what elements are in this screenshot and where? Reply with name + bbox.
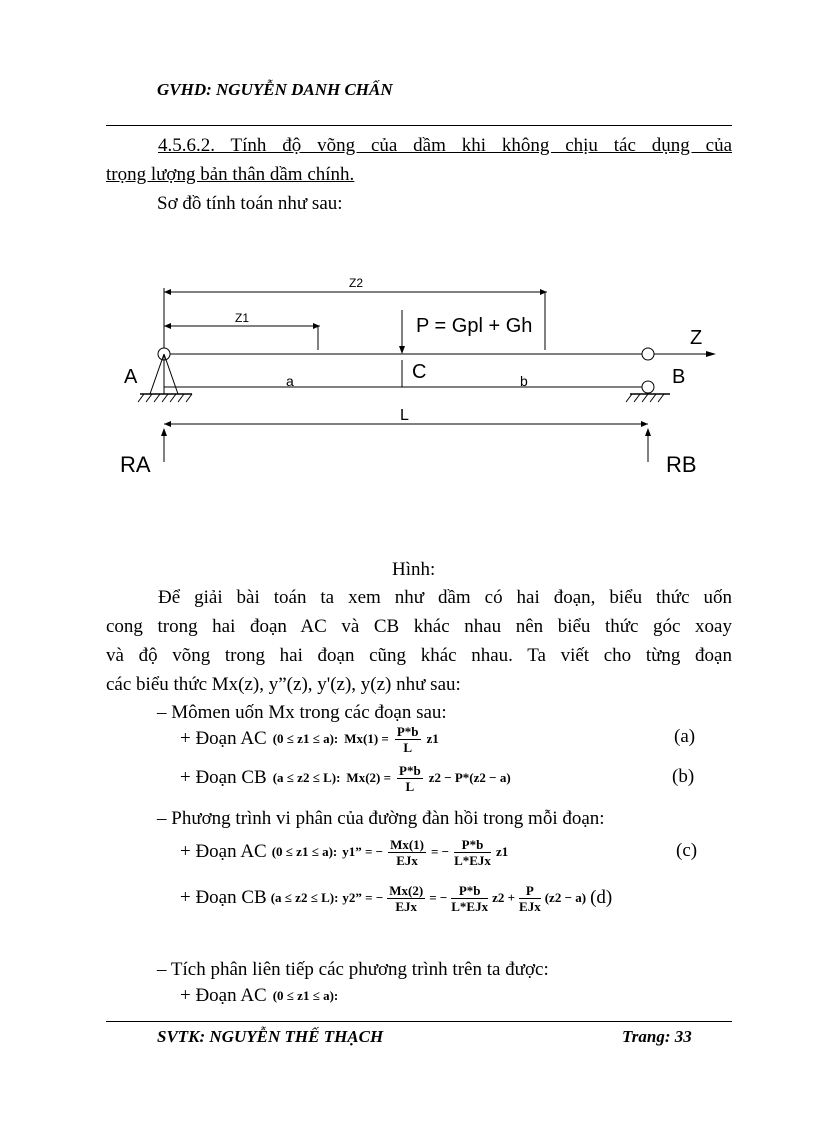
footer-author: SVTK: NGUYỄN THẾ THẠCH bbox=[157, 1027, 384, 1046]
differential-ac-lhs: y1” = − bbox=[342, 844, 384, 859]
section-heading-line1: 4.5.6.2. Tính độ võng của dầm khi không chịu tác dụng của bbox=[158, 135, 732, 156]
moment-ac-row bbox=[180, 724, 439, 754]
paragraph-line1: Để giải bài toán ta xem như dầm có hai đoạn, biểu thức uốn bbox=[158, 587, 732, 608]
differential-cb-range: (a ≤ z2 ≤ L): bbox=[270, 890, 339, 905]
load-label: P = Gpl + Gh bbox=[416, 315, 533, 337]
differential-cb-label: + Đoạn CB bbox=[180, 887, 267, 908]
differential-ac-fraction1: $\frac{Mx(1)}{\text{EJx}}$ bbox=[390, 836, 425, 868]
differential-title: – Phương trình vi phân của đường đàn hồi trong mỗi đoạn: bbox=[157, 808, 605, 829]
figure-caption: Hình: bbox=[392, 559, 436, 580]
moment-ac-lhs: Mx(1) = bbox=[344, 731, 389, 746]
moment-cb-label: + Đoạn CB bbox=[180, 767, 267, 788]
integration-title: – Tích phân liên tiếp các phương trình trên ta được: bbox=[157, 959, 549, 980]
differential-cb-fraction3: $\frac{P}{\text{EJx}}$ bbox=[519, 882, 541, 914]
differential-ac-fraction2: $\frac{P*b}{\text{L*EJx}}$ bbox=[454, 836, 491, 868]
segment-b-label: b bbox=[520, 373, 528, 389]
integration-ac-label: + Đoạn AC bbox=[180, 985, 267, 1006]
moment-ac-tag: (a) bbox=[674, 726, 696, 747]
z2-label: Z2 bbox=[348, 276, 364, 290]
reaction-a-label: RA bbox=[120, 452, 151, 477]
integration-ac-row bbox=[180, 985, 338, 1007]
moment-ac-tail: z1 bbox=[426, 731, 439, 746]
moment-ac-range: (0 ≤ z1 ≤ a): bbox=[272, 731, 339, 746]
differential-ac-tail: z1 bbox=[495, 844, 509, 859]
differential-ac-mid: = − bbox=[431, 844, 450, 859]
support-b-roller bbox=[642, 381, 654, 393]
paragraph-line3: và độ võng trong hai đoạn cũng khác nhau. Ta viết cho từng đoạn bbox=[106, 645, 732, 666]
reaction-b-label: RB bbox=[666, 452, 697, 477]
integration-ac-range: (0 ≤ z1 ≤ a): bbox=[272, 988, 339, 1003]
point-a-label: A bbox=[124, 366, 138, 388]
differential-cb-mid: = − bbox=[429, 890, 448, 905]
differential-cb-plus: z2 + bbox=[492, 890, 516, 905]
z1-label: Z1 bbox=[234, 311, 250, 325]
differential-cb-lhs: y2” = − bbox=[342, 890, 384, 905]
differential-cb-tag: (d) bbox=[590, 887, 613, 908]
segment-a-label: a bbox=[286, 373, 294, 389]
paragraph-line4: các biểu thức Mx(z), y”(z), y'(z), y(z) như sau: bbox=[106, 674, 461, 695]
point-c-label: C bbox=[412, 361, 427, 383]
moment-cb-range: (a ≤ z2 ≤ L): bbox=[272, 770, 341, 785]
paragraph-line2: cong trong hai đoạn AC và CB khác nhau nên biểu thức góc xoay bbox=[106, 616, 732, 637]
differential-ac-range: (0 ≤ z1 ≤ a): bbox=[271, 844, 338, 859]
moment-ac-label: + Đoạn AC bbox=[180, 728, 267, 749]
moment-cb-fraction: $\frac{P*b}{L}$ bbox=[399, 762, 421, 794]
differential-ac-row bbox=[180, 836, 508, 868]
differential-ac-label: + Đoạn AC bbox=[180, 841, 267, 862]
footer-rule bbox=[106, 1021, 732, 1022]
point-b-label: B bbox=[672, 366, 686, 388]
moment-ac-fraction: $\frac{P*b}{L}$ bbox=[396, 723, 419, 755]
header-title: GVHD: NGUYỄN DANH CHẤN bbox=[157, 80, 393, 99]
differential-cb-fraction1: $\frac{Mx(2)}{\text{EJx}}$ bbox=[389, 882, 424, 914]
moment-cb-tail: z2 − P*(z2 − a) bbox=[428, 770, 511, 785]
section-intro: Sơ đồ tính toán như sau: bbox=[157, 193, 343, 214]
differential-cb-tail: (z2 − a) bbox=[544, 890, 587, 905]
footer-page: Trang: 33 bbox=[622, 1027, 692, 1046]
moment-cb-row bbox=[180, 763, 511, 793]
moment-title: – Mômen uốn Mx trong các đoạn sau: bbox=[157, 702, 447, 723]
section-heading-line2: trọng lượng bản thân dầm chính. bbox=[106, 164, 355, 185]
moment-cb-lhs: Mx(2) = bbox=[346, 770, 392, 785]
moment-cb-tag: (b) bbox=[672, 766, 695, 787]
z-axis-label: Z bbox=[690, 327, 703, 349]
differential-cb-row bbox=[180, 882, 612, 914]
beam-diagram bbox=[100, 270, 740, 490]
support-b-pin bbox=[642, 348, 654, 360]
differential-cb-fraction2: $\frac{P*b}{\text{L*EJx}}$ bbox=[451, 882, 489, 914]
length-label: L bbox=[400, 407, 409, 424]
differential-ac-tag: (c) bbox=[676, 840, 698, 861]
header-rule bbox=[106, 125, 732, 126]
